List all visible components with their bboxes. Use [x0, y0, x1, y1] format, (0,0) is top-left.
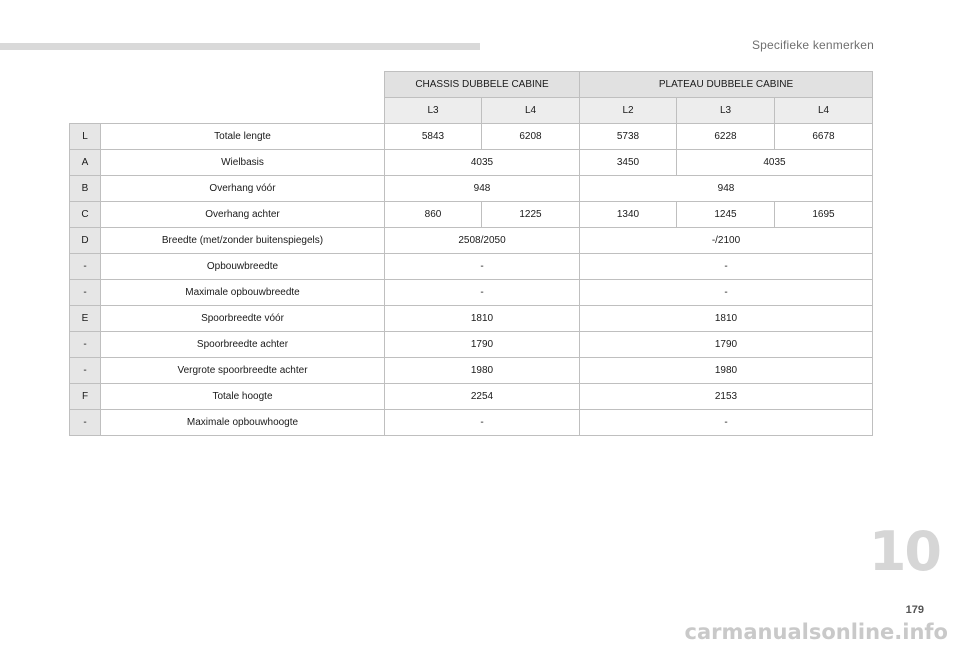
value-cell: 860	[385, 202, 482, 228]
sub-header: L2	[580, 98, 677, 124]
table-row	[70, 410, 873, 436]
value-cell: 1810	[385, 306, 580, 332]
row-code: A	[70, 150, 101, 176]
value-cell: -	[580, 410, 873, 436]
row-code: E	[70, 306, 101, 332]
header-spacer	[70, 72, 385, 98]
page-number: 179	[905, 604, 924, 616]
sub-header: L3	[385, 98, 482, 124]
row-label: Spoorbreedte achter	[101, 332, 385, 358]
row-label: Maximale opbouwbreedte	[101, 280, 385, 306]
top-decorative-bar	[0, 43, 480, 50]
table-row	[70, 176, 873, 202]
row-label: Totale hoogte	[101, 384, 385, 410]
value-cell: 1790	[385, 332, 580, 358]
row-label: Spoorbreedte vóór	[101, 306, 385, 332]
value-cell: 3450	[580, 150, 677, 176]
table-row	[70, 332, 873, 358]
table-row	[70, 150, 873, 176]
value-cell: 1225	[482, 202, 580, 228]
value-cell: 4035	[385, 150, 580, 176]
value-cell: -	[385, 410, 580, 436]
chapter-number: 10	[868, 520, 940, 583]
row-label: Breedte (met/zonder buitenspiegels)	[101, 228, 385, 254]
row-code: L	[70, 124, 101, 150]
row-label: Overhang vóór	[101, 176, 385, 202]
table-row	[70, 124, 873, 150]
row-code: -	[70, 332, 101, 358]
header-spacer	[70, 98, 385, 124]
value-cell: 1980	[385, 358, 580, 384]
row-code: F	[70, 384, 101, 410]
sub-header-row	[70, 98, 873, 124]
value-cell: 1245	[677, 202, 775, 228]
row-label: Overhang achter	[101, 202, 385, 228]
value-cell: -	[580, 280, 873, 306]
value-cell: 2254	[385, 384, 580, 410]
table-row	[70, 228, 873, 254]
value-cell: 5843	[385, 124, 482, 150]
group-header-plateau: PLATEAU DUBBELE CABINE	[580, 72, 873, 98]
value-cell: 2508/2050	[385, 228, 580, 254]
value-cell: 948	[385, 176, 580, 202]
value-cell: -	[580, 254, 873, 280]
value-cell: 1810	[580, 306, 873, 332]
row-code: -	[70, 280, 101, 306]
row-code: D	[70, 228, 101, 254]
table-row	[70, 202, 873, 228]
group-header-row	[70, 72, 873, 98]
value-cell: 1790	[580, 332, 873, 358]
dimensions-table	[69, 71, 873, 436]
value-cell: 4035	[677, 150, 873, 176]
sub-header: L4	[482, 98, 580, 124]
value-cell: 6678	[775, 124, 873, 150]
value-cell: 948	[580, 176, 873, 202]
value-cell: 6208	[482, 124, 580, 150]
value-cell: 5738	[580, 124, 677, 150]
watermark: carmanualsonline.info	[684, 620, 948, 644]
row-code: -	[70, 358, 101, 384]
value-cell: 1340	[580, 202, 677, 228]
row-label: Opbouwbreedte	[101, 254, 385, 280]
row-label: Maximale opbouwhoogte	[101, 410, 385, 436]
value-cell: 6228	[677, 124, 775, 150]
row-code: B	[70, 176, 101, 202]
value-cell: 1980	[580, 358, 873, 384]
table-row	[70, 306, 873, 332]
table-row	[70, 254, 873, 280]
row-label: Totale lengte	[101, 124, 385, 150]
row-code: -	[70, 254, 101, 280]
sub-header: L4	[775, 98, 873, 124]
group-header-chassis: CHASSIS DUBBELE CABINE	[385, 72, 580, 98]
value-cell: 1695	[775, 202, 873, 228]
row-label: Wielbasis	[101, 150, 385, 176]
value-cell: -/2100	[580, 228, 873, 254]
table-row	[70, 358, 873, 384]
row-code: -	[70, 410, 101, 436]
value-cell: 2153	[580, 384, 873, 410]
value-cell: -	[385, 280, 580, 306]
table-row	[70, 280, 873, 306]
sub-header: L3	[677, 98, 775, 124]
section-title: Specifieke kenmerken	[751, 38, 874, 52]
row-code: C	[70, 202, 101, 228]
table-row	[70, 384, 873, 410]
row-label: Vergrote spoorbreedte achter	[101, 358, 385, 384]
value-cell: -	[385, 254, 580, 280]
